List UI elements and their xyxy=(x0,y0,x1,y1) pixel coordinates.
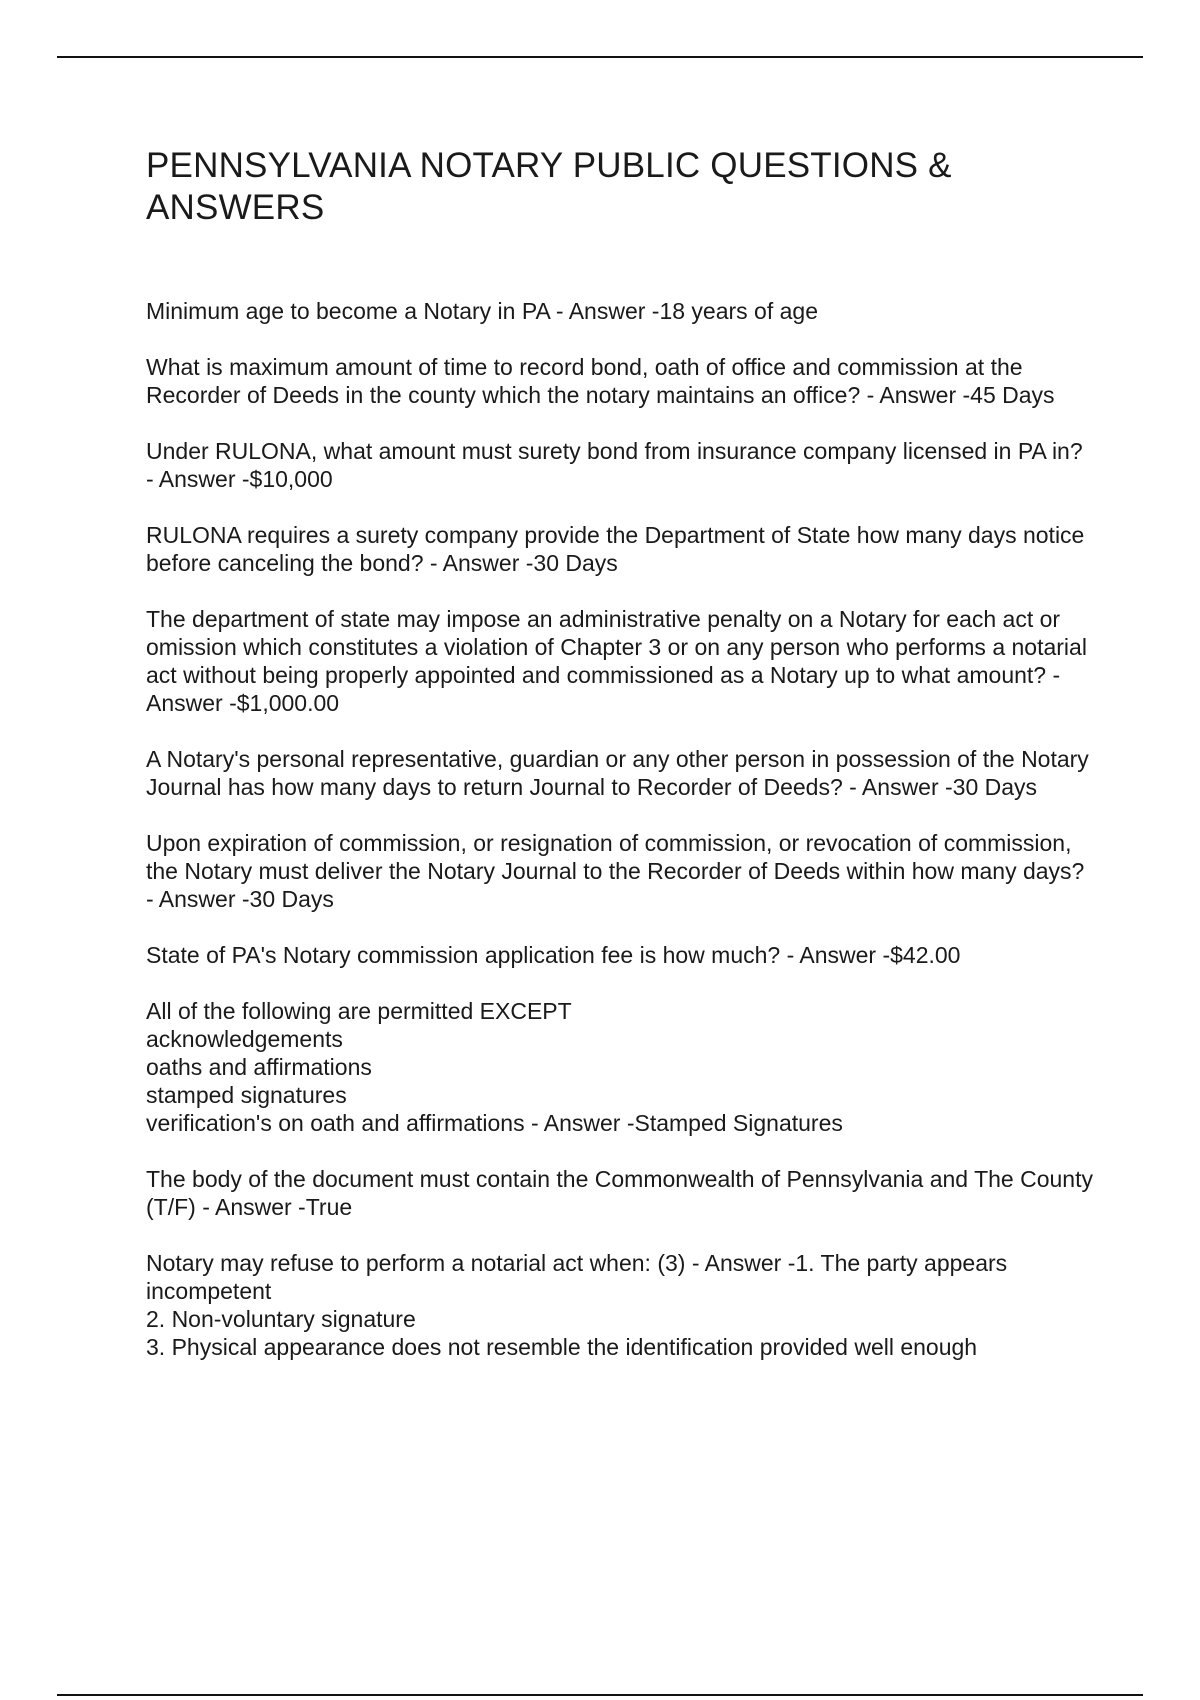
qa-item: The body of the document must contain the Commonwealth of Pennsylvania and The County (T/F) - Answer -True xyxy=(146,1166,1093,1220)
qa-item: The department of state may impose an administrative penalty on a Notary for each act or omission which constitutes a violation of Chapter 3 or on any person who performs a notarial act without being properly appointed and commissioned as a Notary up to what amount? - Answer -$1,000.00 xyxy=(146,606,1087,716)
qa-item: Upon expiration of commission, or resignation of commission, or revocation of commission, the Notary must deliver the Notary Journal to the Recorder of Deeds within how many days? - Answer -30 Days xyxy=(146,830,1085,912)
qa-item: Notary may refuse to perform a notarial act when: (3) - Answer -1. The party appears incompetent 2. Non-voluntary signature 3. Physical appearance does not resemble the identification provided well enough xyxy=(146,1250,1008,1360)
qa-item: State of PA's Notary commission application fee is how much? - Answer -$42.00 xyxy=(146,942,961,968)
qa-item: What is maximum amount of time to record bond, oath of office and commission at the Recorder of Deeds in the county which the notary maintains an office? - Answer -45 Days xyxy=(146,354,1055,408)
bottom-divider xyxy=(57,1694,1143,1696)
qa-item: Minimum age to become a Notary in PA - Answer -18 years of age xyxy=(146,298,818,324)
document-title: PENNSYLVANIA NOTARY PUBLIC QUESTIONS & ANSWERS xyxy=(146,146,952,227)
qa-item: Under RULONA, what amount must surety bond from insurance company licensed in PA in? - Answer -$10,000 xyxy=(146,438,1083,492)
qa-item: RULONA requires a surety company provide the Department of State how many days notice before canceling the bond? - Answer -30 Days xyxy=(146,522,1085,576)
qa-item: A Notary's personal representative, guardian or any other person in possession of the Notary Journal has how many days to return Journal to Recorder of Deeds? - Answer -30 Days xyxy=(146,746,1089,800)
qa-list xyxy=(146,297,1096,1361)
top-divider xyxy=(57,56,1143,58)
document-body xyxy=(146,145,1096,1389)
qa-item: All of the following are permitted EXCEPT acknowledgements oaths and affirmations stamped signatures verification's on oath and affirmations - Answer -Stamped Signatures xyxy=(146,998,843,1136)
